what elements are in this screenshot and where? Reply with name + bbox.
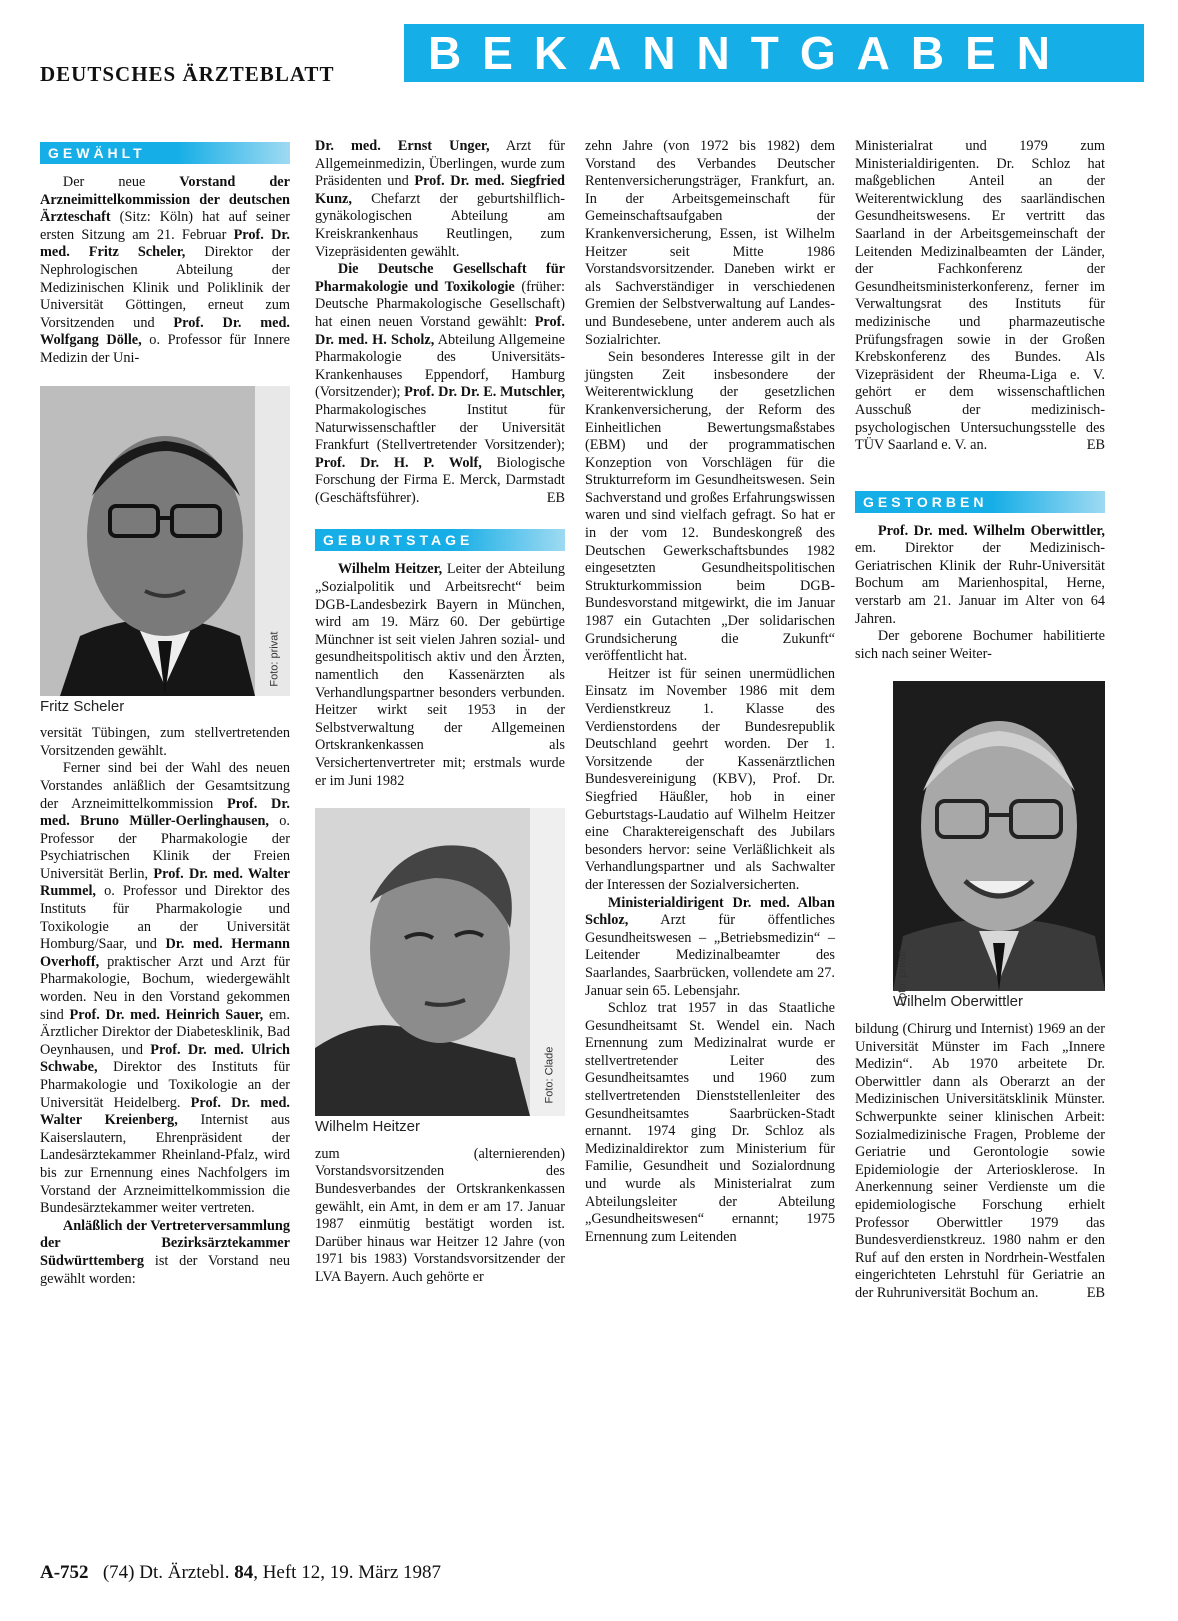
volume-number: 84 (234, 1562, 254, 1583)
person-name: Prof. Dr. med. Fritz Scheler, (40, 226, 291, 261)
person-name: Prof. Dr. med. Heinrich Sauer, (69, 1006, 264, 1023)
text: praktischer Arzt und Arzt für Pharmakologie, Bochum, wiedergewählt worden. Neu in den Vorstand gekommen sind (40, 953, 290, 1023)
article-paragraph (585, 895, 835, 1001)
photo-credit: Foto: privat (268, 631, 281, 687)
text: Ferner sind bei der Wahl des neuen Vorstandes anläßlich der Gesamtsitzung der Arzneimittelkommission (40, 760, 290, 812)
bold-text: Die Deutsche Gesellschaft für Pharmakologie und Toxikologie (315, 261, 565, 295)
page-footer (40, 1562, 441, 1584)
text: Leiter der Abteilung „Sozialpolitik und Arbeitsrecht“ beim DGB-Landesbezirk Bayern in München, wird am 19. März 60. Der gebürtige Münchner ist seit vielen Jahren sozial- und gesundheitspolitisch aktiv und den Ärzten, namentlich den Kassenärzten als Verhandlungspartner besonders verbunden. Heitzer wirkt seit 1953 in der Selbstverwaltung der Allgemeinen Ortskrankenkassen als Versichertenvertreter mit; erstmals wurde er im Juni 1982 (315, 561, 566, 789)
photo-caption: Wilhelm Heitzer (315, 1118, 421, 1136)
text: ist der Vorstand neu gewählt worden: (40, 1252, 290, 1287)
article-paragraph (315, 561, 565, 790)
issue-date: , Heft 12, 19. März 1987 (253, 1562, 442, 1583)
article-paragraph (40, 174, 290, 368)
portrait-image (315, 808, 565, 1116)
text: em. Direktor der Medizinisch-Geriatrischen Klinik der Ruhr-Universität Bochum am Marienhospital, Herne, verstarb am 21. Januar im Alter von 64 Jahren. (855, 540, 1105, 627)
text: Arzt für öffentliches Gesundheitswesen – „Betriebsmedizin“ – Leitender Medizinalbeamter des Saarlandes, Saarbrücken, vollendete am 27. Januar sein 65. Lebensjahr. (585, 912, 835, 999)
article-paragraph (855, 138, 1105, 455)
text: Abteilung Allgemeine Pharmakologie des Universitäts-Krankenhauses Eppendorf, Hamburg (Vorsitzender); (315, 331, 565, 401)
person-name: Prof. Dr. med. Siegfried Kunz, (315, 173, 565, 207)
person-name: Prof. Dr. med. Wolfgang Dölle, (40, 314, 290, 349)
photo-credit: Foto: Clade (543, 1046, 556, 1104)
bold-text: Anläßlich der Vertreterversammlung der Bezirksärztekammer Südwürttemberg (40, 1217, 290, 1269)
person-name: Prof. Dr. med. Walter Kreienberg, (40, 1094, 290, 1129)
person-name: Prof. Dr. med. Ulrich Schwabe, (40, 1041, 291, 1076)
article-paragraph (40, 1218, 290, 1288)
photo-scheler (40, 386, 290, 716)
issue-text: (74) Dt. Ärztebl. (102, 1562, 235, 1583)
bold-text: Vorstand der Arzneimittelkommission der deutschen Ärzteschaft (40, 174, 290, 226)
text: o. Professor der Pharmakologie der Psychiatrischen Klinik der Freien Universität Berlin, (40, 813, 291, 882)
text: Der neue (62, 174, 180, 190)
article-paragraph (315, 261, 565, 507)
text: Direktor der Nephrologischen Abteilung der Medizinischen Klinik und Poliklinik der Universität Göttingen, erneut zum Vorsitzenden und (40, 244, 291, 331)
portrait-oberwittler-graphic (893, 681, 1105, 991)
rubric-gewaehlt: GEWÄHLT (40, 142, 290, 164)
text: Biologische Forschung der Firma E. Merck, Darmstadt (Geschäftsführer). (315, 454, 565, 506)
portrait-image (893, 681, 1105, 991)
column-2 (315, 138, 565, 1287)
rubric-gestorben: GESTORBEN (855, 491, 1105, 513)
text: em. Ärztlicher Direktor der Diabetesklinik, Bad Oeynhausen, und (40, 1006, 290, 1058)
person-name: Prof. Dr. med. Bruno Müller-Oerlinghausen, (40, 795, 290, 830)
article-paragraph (855, 1021, 1105, 1303)
author-initials: EB (1086, 437, 1105, 454)
column-1 (40, 138, 290, 1288)
article-paragraph: Der geborene Bochumer habilitierte sich nach seiner Weiter- (855, 628, 1105, 662)
person-name: Wilhelm Heitzer, (337, 561, 443, 578)
section-banner: BEKANNTGABEN (404, 24, 1144, 82)
page-number: A-752 (40, 1562, 89, 1583)
article-paragraph (40, 760, 290, 1217)
text: o. Professor für Innere Medizin der Uni- (40, 332, 290, 366)
text: Direktor des Instituts für Pharmakologie und Toxikologie an der Universität Heidelberg. (40, 1059, 290, 1111)
person-name: Dr. med. Ernst Unger, (315, 138, 490, 154)
person-name: Prof. Dr. med. H. Scholz, (315, 313, 565, 348)
author-initials: EB (546, 489, 565, 506)
text: (früher: Deutsche Pharmakologische Gesellschaft) hat einen neuen Vorstand gewählt: (315, 278, 565, 330)
article-paragraph: zum (alternierenden) Vorstandsvorsitzenden des Bundesverbandes der Ortskrankenkassen gewählt, ein Amt, in dem er am 17. Januar 1987 einmütig bestätigt worden ist. Darüber hinaus war Heitzer 12 Jahre (von 1971 bis 1983) Vorstandsvorsitzender der LVA Bayern. Auch gehörte er (315, 1145, 565, 1285)
person-name: Dr. med. Hermann Overhoff, (40, 936, 290, 970)
photo-heitzer (315, 808, 565, 1136)
article-paragraph: Heitzer ist für seinen unermüdlichen Einsatz im November 1986 mit dem Verdienstkreuz 1. Klasse des Verdienstordens der Bundesrepublik Deutschland geehrt worden. Der 1. Vorsitzende der Kassenärztlichen Bundesvereinigung (KBV), Prof. Dr. Siegfried Häußler, hob in einer Geburtstags-Laudatio auf Wilhelm Heitzer eine Charaktereigenschaft des Jubilars besonders hervor: seine Verläßlichkeit als Verhandlungspartner und als Sachwalter der Interessen der Sozialversicherten. (585, 665, 835, 893)
photo-caption: Fritz Scheler (40, 697, 125, 715)
portrait-heitzer-graphic (315, 808, 565, 1116)
person-name: Prof. Dr. med. Wilhelm Oberwittler, (877, 522, 1105, 539)
column-4 (855, 138, 1105, 1303)
photo-credit: Foto: privat (896, 951, 909, 1007)
article-paragraph: versität Tübingen, zum stellvertretenden Vorsitzenden gewählt. (40, 725, 290, 759)
photo-oberwittler (893, 681, 1105, 1011)
portrait-scheler-graphic (40, 386, 290, 696)
column-3 (585, 138, 835, 1246)
person-name: Prof. Dr. Dr. E. Mutschler, (404, 384, 565, 401)
portrait-image (40, 386, 290, 696)
article-paragraph: Sein besonderes Interesse gilt in der jüngsten Zeit insbesondere der Weiterentwicklung der gesetzlichen Krankenversicherung, der Reform des Einheitlichen Bewertungsmaßstabes (EBM) und der programmatischen Konzeption von Vorschlägen für die Strukturreform im Gesundheitswesen. Sein Sachverstand und großes Erfahrungswissen waren und sind vielfach gefragt. So hat er in der vom 12. Bundeskongreß des Deutschen Gewerkschaftsbundes 1982 eingesetzten Gesundheitspolitischen Strukturkommission beim DGB-Bundesvorstand mitgewirkt, die im Januar 1987 ein Gutachten „Der solidarischen Grundsicherung die Zukunft“ veröffentlicht hat. (585, 349, 835, 665)
article-paragraph (315, 138, 565, 261)
journal-title: DEUTSCHES ÄRZTEBLATT (40, 62, 335, 86)
text: bildung (Chirurg und Internist) 1969 an der Universität Münster im Fach „Innere Medizin“. Ab 1970 arbeitete Dr. Oberwittler dann als Oberarzt an der Medizinischen Universitätsklinik Münster. Schwerpunkte seiner klinischen Arbeit: Sozialmedizinische Fragen, Probleme der Geriatrie und Gerontologie sowie Epidemiologie der Arteriosklerose. In Anerkennung seiner Verdienste um die epidemiologische Forschung erhielt Professor Oberwittler 1979 das Bundesverdienstkreuz. 1980 nahm er den Ruf auf den ersten in Nordrhein-Westfalen eingerichteten Lehrstuhl für Geriatrie an der Ruhruniversität Bochum an. (855, 1021, 1105, 1301)
text: (Sitz: Köln) hat auf seiner ersten Sitzung am 21. Februar (40, 209, 290, 243)
person-name: Prof. Dr. H. P. Wolf, (315, 454, 482, 471)
text: Pharmakologisches Institut für Naturwissenschaftler der Universität Frankfurt (Stellvertretender Vorsitzender); (315, 401, 565, 454)
article-paragraph: zehn Jahre (von 1972 bis 1982) dem Vorstand des Verbandes Deutscher Rentenversicherungsträger, Frankfurt, an. In der Arbeitsgemeinschaft für Gemeinschaftsaufgaben der Krankenversicherung, Essen, ist Wilhelm Heitzer seit Mitte 1986 Vorstandsvorsitzender. Daneben wirkt er als Sachverständiger in verschiedenen Gremien der Selbstverwaltung auf Landes- und Bundesebene, unter anderem auch als Sozialrichter. (585, 138, 835, 348)
author-initials: EB (1086, 1284, 1105, 1301)
rubric-geburtstage: GEBURTSTAGE (315, 529, 565, 551)
person-name: Prof. Dr. med. Walter Rummel, (40, 865, 291, 900)
text: Chefarzt der geburtshilflich-gynäkologischen Abteilung am Kreiskrankenhaus Reutlingen, zum Vizepräsidenten gewählt. (315, 190, 565, 260)
text: Arzt für Allgemeinmedizin, Überlingen, wurde zum Präsidenten und (315, 138, 565, 190)
photo-caption: Wilhelm Oberwittler (893, 993, 1024, 1011)
text: o. Professor und Direktor des Instituts für Pharmakologie und Toxikologie an der Universität Homburg/Saar, und (40, 883, 290, 953)
text: Internist aus Kaiserslautern, Ehrenpräsident der Landesärztekammer Rheinland-Pfalz, wird bis zur Ernennung eines Nachfolgers im Vorstand der Arzneimittelkommission die Bundesärztekammer weiter vertreten. (40, 1112, 290, 1217)
article-paragraph: Schloz trat 1957 in das Staatliche Gesundheitsamt St. Wendel ein. Nach Ernennung zum Medizinalrat wurde er stellvertretender Leiter des Gesundheitsamtes und 1960 zum stellvertretenden Dienststellenleiter des Gesundheitsamtes Saarbrücken-Stadt ernannt. 1974 ging Dr. Schloz als Medizinaldirektor zum Ministerium für Familie, Gesundheit und Sozialordnung und wurde als Ministerialrat zum Abteilungsleiter der Abteilung „Gesundheitswesen“ ernannt; 1975 Ernennung zum Leitenden (585, 1000, 835, 1245)
article-paragraph (855, 523, 1105, 629)
person-name: Ministerialdirigent Dr. med. Alban Schloz, (585, 894, 835, 929)
text: Ministerialrat und 1979 zum Ministerialdirigenten. Dr. Schloz hat maßgeblichen Anteil an der Weiterentwicklung des saarländischen Gesundheitswesens. Er vertritt das Saarland in der Arbeitsgemeinschaft der Leitenden Medizinalbeamten der Länder, der Fachkonferenz der Gesundheitsministerkonferenz, ferner im Verwaltungsrat des Instituts für medizinische und pharmazeutische Prüfungsfragen sowie in der Großen Krebskonferenz des Bundes. Als Vizepräsident der Rheuma-Liga e. V. gehört er dem wissenschaftlichen Ausschuß der medizinisch-psychologischen Untersuchungsstelle des TÜV Saarland e. V. an. (855, 138, 1105, 454)
